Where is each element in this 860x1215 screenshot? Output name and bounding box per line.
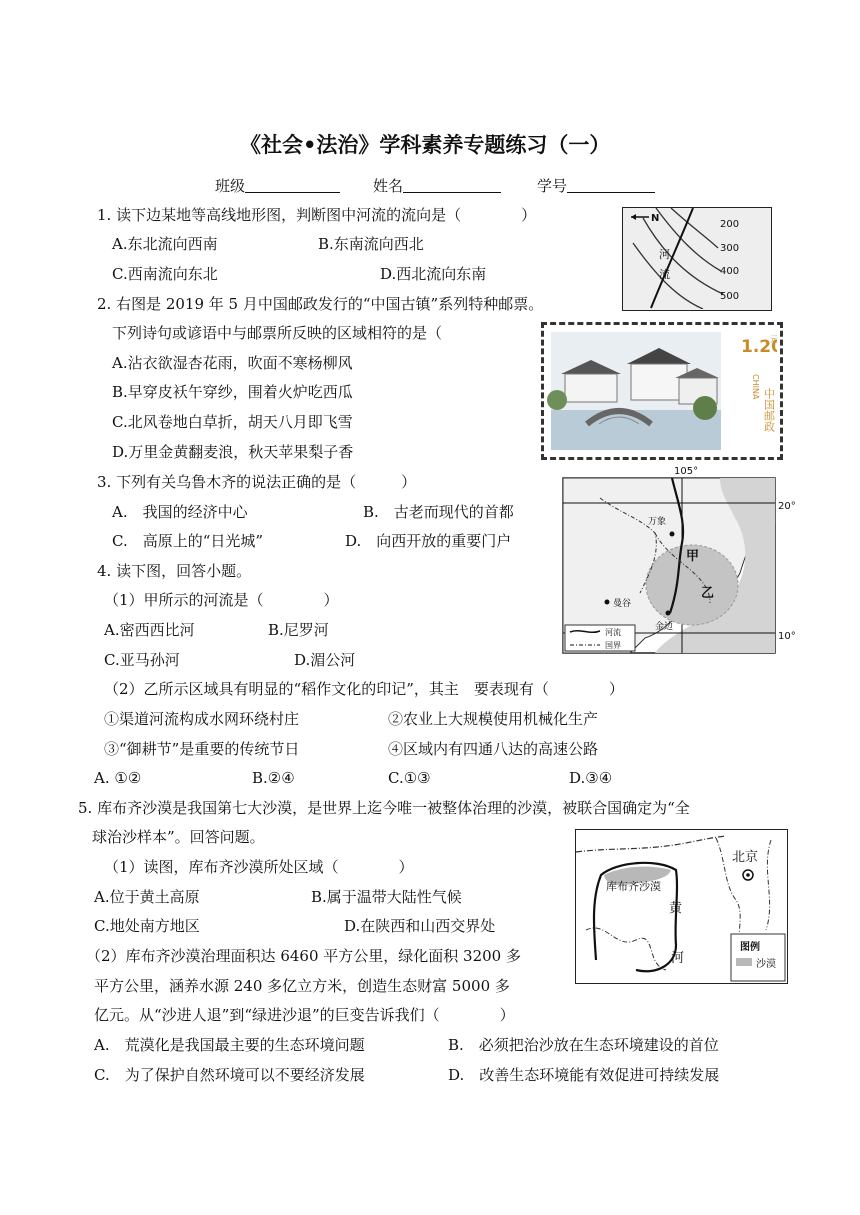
- mekong-map: [560, 463, 800, 655]
- q2-option-a: A.沾衣欲湿杏花雨，吹面不寒杨柳风: [112, 354, 353, 372]
- q2-option-c: C.北风卷地白草折，胡天八月即飞雪: [112, 413, 353, 431]
- name-label: 姓名: [373, 177, 404, 195]
- q5-part2-line-2: 平方公里，涵养水源 240 多亿立方米，创造生态财富 5000 多: [94, 977, 510, 995]
- contour-400: 400: [720, 266, 740, 277]
- q5-part1-option-d: D.在陕西和山西交界处: [344, 917, 496, 935]
- q4-part1-option-c: C.亚马孙河: [104, 651, 180, 669]
- river-char-2: 流: [659, 268, 670, 281]
- desert-label: 库布齐沙漠: [606, 880, 661, 893]
- q2-stem-2: 下列诗句或谚语中与邮票所反映的区域相符的是（: [112, 324, 443, 342]
- contour-300: 300: [720, 243, 740, 254]
- q4-statement-2: ②农业上大规模使用机械化生产: [388, 710, 599, 728]
- yellow-river-char-1: 黄: [669, 901, 683, 916]
- q5-part1-option-c: C.地处南方地区: [94, 917, 200, 935]
- q1-option-a: A.东北流向西南: [112, 235, 218, 253]
- stamp-post: 中国邮政: [762, 388, 776, 432]
- q4-part2: （2）乙所示区域具有明显的“稻作文化的印记”，其主 要表现有（ ）: [104, 680, 624, 698]
- page-title: 《社会•法治》学科素养专题练习（一）: [240, 133, 611, 157]
- river-char-1: 河: [659, 248, 670, 261]
- legend-river-label: 河流: [605, 628, 621, 637]
- q5-stem-2: 球治沙样本”。回答问题。: [92, 828, 265, 846]
- q5-part2-option-d: D. 改善生态环境能有效促进可持续发展: [448, 1066, 720, 1084]
- stamp-yuan: 元: [770, 335, 777, 344]
- legend-title: 图例: [740, 942, 760, 953]
- q4-part1-option-a: A.密西西比河: [104, 621, 195, 639]
- q3-option-a: A. 我国的经济中心: [112, 503, 248, 521]
- q5-part2-option-b: B. 必须把治沙放在生态环境建设的首位: [448, 1036, 719, 1054]
- yellow-river-char-2: 河: [671, 951, 685, 966]
- q5-stem: 5. 库布齐沙漠是我国第七大沙漠，是世界上迄今唯一被整体治理的沙漠，被联合国确定为“全: [78, 799, 690, 817]
- q4-statement-1: ①渠道河流构成水网环绕村庄: [104, 710, 300, 728]
- q4-stem: 4. 读下图，回答小题。: [97, 562, 252, 580]
- contour-map: [622, 207, 772, 311]
- lat-10-label: 10°: [778, 631, 796, 642]
- q4-part2-option-d: D.③④: [569, 769, 613, 787]
- bangkok-label: 曼谷: [613, 599, 632, 609]
- lat-20-label: 20°: [778, 501, 796, 512]
- q5-part2-line-1: （2）库布齐沙漠治理面积达 6460 平方公里，绿化面积 3200 多: [86, 947, 521, 965]
- q3-option-d: D. 向西开放的重要门户: [345, 532, 512, 550]
- q4-part2-option-a: A. ①②: [94, 769, 142, 787]
- stamp-china: CHINA: [751, 374, 760, 400]
- q1-option-d: D.西北流向东南: [380, 265, 487, 283]
- q3-option-b: B. 古老而现代的首都: [363, 503, 514, 521]
- q4-part2-option-b: B.②④: [252, 769, 295, 787]
- q5-part1: （1）读图，库布齐沙漠所处区域（ ）: [104, 858, 414, 876]
- stamp-figure: [541, 322, 783, 460]
- id-label: 学号: [537, 177, 568, 195]
- q3-stem: 3. 下列有关乌鲁木齐的说法正确的是（ ）: [97, 473, 417, 491]
- legend-border-label: 国界: [605, 641, 621, 650]
- jia-label: 甲: [686, 549, 700, 564]
- q2-stem: 2. 右图是 2019 年 5 月中国邮政发行的“中国古镇”系列特种邮票。: [97, 295, 544, 313]
- legend-desert-label: 沙漠: [756, 959, 776, 970]
- q5-part1-option-a: A.位于黄土高原: [94, 888, 200, 906]
- q2-option-d: D.万里金黄翻麦浪，秋天苹果梨子香: [112, 443, 354, 461]
- kubuqi-map: [575, 829, 788, 984]
- class-label: 班级: [215, 177, 246, 195]
- q4-part1: （1）甲所示的河流是（ ）: [104, 591, 339, 609]
- id-blank[interactable]: [567, 178, 655, 193]
- q2-option-b: B.早穿皮袄午穿纱，围着火炉吃西瓜: [112, 383, 353, 401]
- name-field: [373, 176, 501, 196]
- beijing-label: 北京: [732, 850, 759, 865]
- contour-200: 200: [720, 219, 740, 230]
- vientiane-label: 万象: [648, 517, 667, 527]
- q4-statement-3: ③“御耕节”是重要的传统节日: [104, 740, 300, 758]
- q5-part2-line-3: 亿元。从“沙进人退”到“绿进沙退”的巨变告诉我们（ ）: [94, 1006, 515, 1024]
- q4-part1-option-b: B.尼罗河: [268, 621, 329, 639]
- lon-105-label: 105°: [674, 466, 699, 477]
- id-field: [537, 176, 655, 196]
- q1-stem: 1. 读下边某地等高线地形图，判断图中河流的流向是（ ）: [97, 206, 537, 224]
- contour-500: 500: [720, 291, 740, 302]
- q1-option-b: B.东南流向西北: [318, 235, 424, 253]
- class-field: [215, 176, 340, 196]
- q5-part1-option-b: B.属于温带大陆性气候: [311, 888, 462, 906]
- north-label: N: [651, 213, 660, 224]
- q5-part2-option-c: C. 为了保护自然环境可以不要经济发展: [94, 1066, 365, 1084]
- class-blank[interactable]: [245, 178, 340, 193]
- name-blank[interactable]: [403, 178, 501, 193]
- phnompenh-label: 金边: [655, 622, 674, 632]
- q5-part2-option-a: A. 荒漠化是我国最主要的生态环境问题: [94, 1036, 365, 1054]
- q1-option-c: C.西南流向东北: [112, 265, 218, 283]
- q4-part1-option-d: D.湄公河: [294, 651, 356, 669]
- stamp-value: 1.2: [741, 337, 772, 357]
- q4-statement-4: ④区域内有四通八达的高速公路: [388, 740, 599, 758]
- q3-option-c: C. 高原上的“日光城”: [112, 532, 264, 550]
- q4-part2-option-c: C.①③: [388, 769, 431, 787]
- yi-label: 乙: [701, 586, 715, 601]
